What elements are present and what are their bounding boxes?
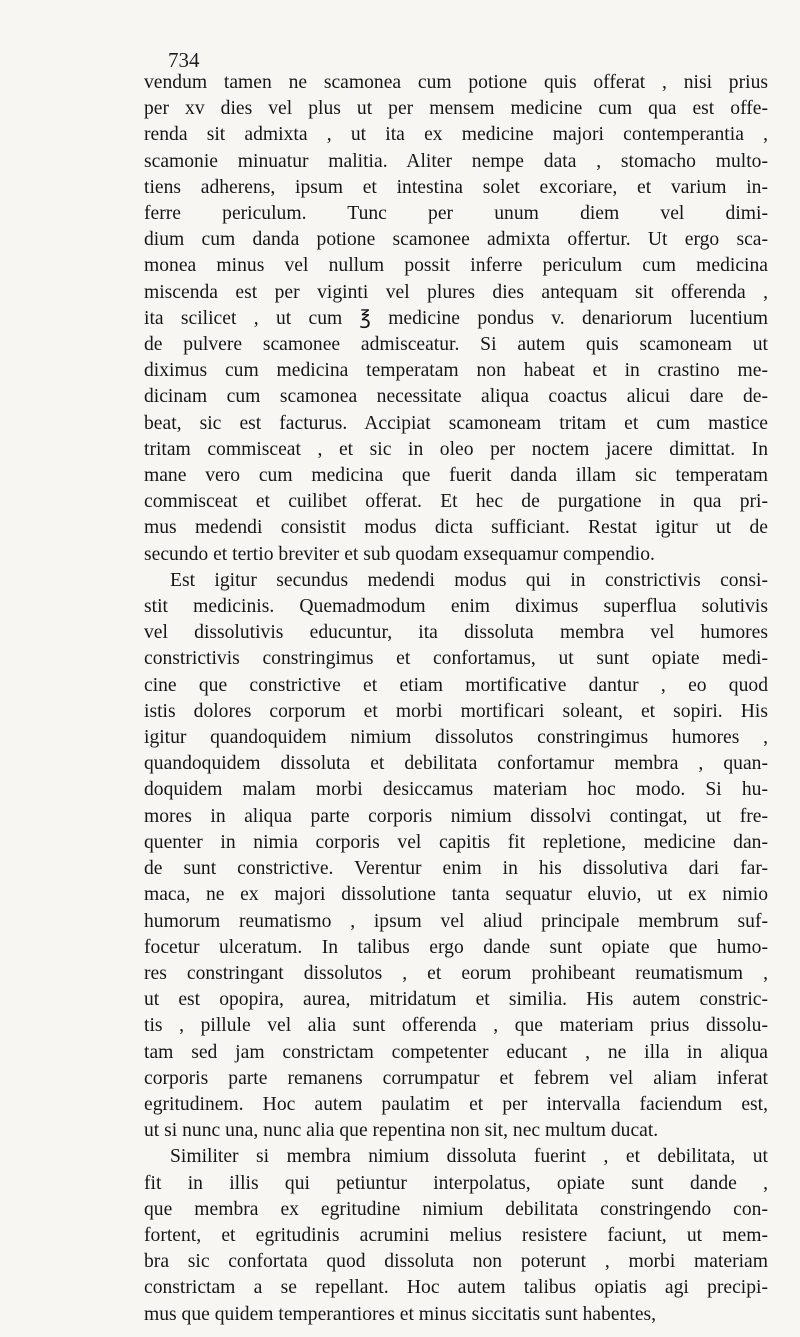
text-line: mus medendi consistit modus dicta sufficiant. Restat igitur ut de — [144, 517, 768, 539]
text-line: que membra ex egritudine nimium debilitata constringendo con- — [144, 1198, 768, 1220]
text-line: stit medicinis. Quemadmodum enim diximus superflua solutivis — [144, 596, 768, 618]
text-line: maca, ne ex majori dissolutione tanta sequatur eluvio, ut ex nimio — [144, 884, 768, 906]
text-line: commisceat et cuilibet offerat. Et hec de purgatione in qua pri- — [144, 491, 768, 513]
text-line: fit in illis qui petiuntur interpolatus, opiate sunt dande , — [144, 1172, 768, 1194]
text-line: quandoquidem dissoluta et debilitata confortamur membra , quan- — [144, 753, 768, 775]
text-line: focetur ulceratum. In talibus ergo dande sunt opiate que humo- — [144, 936, 768, 958]
text-line: res constringant dissolutos , et eorum prohibeant reumatismum , — [144, 962, 768, 984]
paragraph — [144, 1144, 768, 1327]
text-line: Similiter si membra nimium dissoluta fuerint , et debilitata, ut — [170, 1146, 768, 1168]
text-line: igitur quandoquidem nimium dissolutos constringimus humores , — [144, 727, 768, 749]
text-line: istis dolores corporum et morbi mortificari soleant, et sopiri. His — [144, 700, 768, 722]
paragraph — [144, 568, 768, 1144]
text-line: per xv dies vel plus ut per mensem medicine cum qua est offe- — [144, 98, 768, 120]
text-line: miscenda est per viginti vel plures dies antequam sit offerenda , — [144, 281, 768, 303]
text-line: diximus cum medicina temperatam non habeat et in crastino me- — [144, 360, 768, 382]
text-line: vendum tamen ne scamonea cum potione quis offerat , nisi prius — [144, 72, 768, 93]
text-line: egritudinem. Hoc autem paulatim et per intervalla faciendum est, — [144, 1093, 768, 1115]
text-line: secundo et tertio breviter et sub quodam exsequamur compendio. — [144, 543, 655, 565]
paragraph — [144, 70, 768, 568]
text-line: fortent, et egritudinis acrumini melius resistere faciunt, ut mem- — [144, 1224, 768, 1246]
text-line: tis , pillule vel alia sunt offerenda , que materiam prius dissolu- — [144, 1015, 768, 1037]
text-line: ita scilicet , ut cum ℥ medicine pondus v. denariorum lucentium — [144, 307, 768, 329]
text-line: monea minus vel nullum possit inferre periculum cum medicina — [144, 255, 768, 277]
text-line: dium cum danda potione scamonee admixta offertur. Ut ergo sca- — [144, 229, 768, 251]
text-line: de sunt constrictive. Verentur enim in his dissolutiva dari far- — [144, 858, 768, 880]
text-line: constrictivis constringimus et confortamus, ut sunt opiate medi- — [144, 648, 768, 670]
text-line: bra sic confortata quod dissoluta non poterunt , morbi materiam — [144, 1251, 768, 1273]
text-line: tam sed jam constrictam competenter educant , ne illa in aliqua — [144, 1041, 768, 1063]
text-line: mores in aliqua parte corporis nimium dissolvi contingat, ut fre- — [144, 805, 768, 827]
text-line: scamonie minuatur malitia. Aliter nempe data , stomacho multo- — [144, 150, 768, 172]
text-line: quenter in nimia corporis vel capitis fit repletione, medicine dan- — [144, 831, 768, 853]
text-line: ut est opopira, aurea, mitridatum et similia. His autem constric- — [144, 989, 768, 1011]
text-line: tiens adherens, ipsum et intestina solet excoriare, et varium in- — [144, 176, 768, 198]
page-number: 734 — [168, 48, 200, 72]
text-line: doquidem malam morbi desiccamus materiam hoc modo. Si hu- — [144, 779, 768, 801]
text-line: cine que constrictive et etiam mortificative dantur , eo quod — [144, 674, 768, 696]
text-line: dicinam cum scamonea necessitate aliqua coactus alicui dare de- — [144, 386, 768, 408]
text-line: constrictam a se repellant. Hoc autem talibus opiatis agi precipi- — [144, 1277, 768, 1299]
text-line: tritam commisceat , et sic in oleo per noctem jacere dimittat. In — [144, 438, 768, 460]
text-line: ut si nunc una, nunc alia que repentina non sit, nec multum ducat. — [144, 1120, 659, 1142]
text-line: beat, sic est facturus. Accipiat scamoneam tritam et cum mastice — [144, 412, 768, 434]
text-line: humorum reumatismo , ipsum vel aliud principale membrum suf- — [144, 910, 768, 932]
text-line: ferre periculum. Tunc per unum diem vel dimi- — [144, 203, 768, 225]
text-line: Est igitur secundus medendi modus qui in constrictivis consi- — [170, 569, 768, 591]
body-text — [144, 70, 768, 1328]
text-line: vel dissolutivis educuntur, ita dissoluta membra vel humores — [144, 622, 768, 644]
text-line: corporis parte remanens corrumpatur et febrem vel aliam inferat — [144, 1067, 768, 1089]
text-line: mane vero cum medicina que fuerit danda illam sic temperatam — [144, 465, 768, 487]
text-line: renda sit admixta , ut ita ex medicine majori contemperantia , — [144, 124, 768, 146]
text-line: de pulvere scamonee admisceatur. Si autem quis scamoneam ut — [144, 334, 768, 356]
text-line: mus que quidem temperantiores et minus siccitatis sunt habentes, — [144, 1303, 657, 1325]
